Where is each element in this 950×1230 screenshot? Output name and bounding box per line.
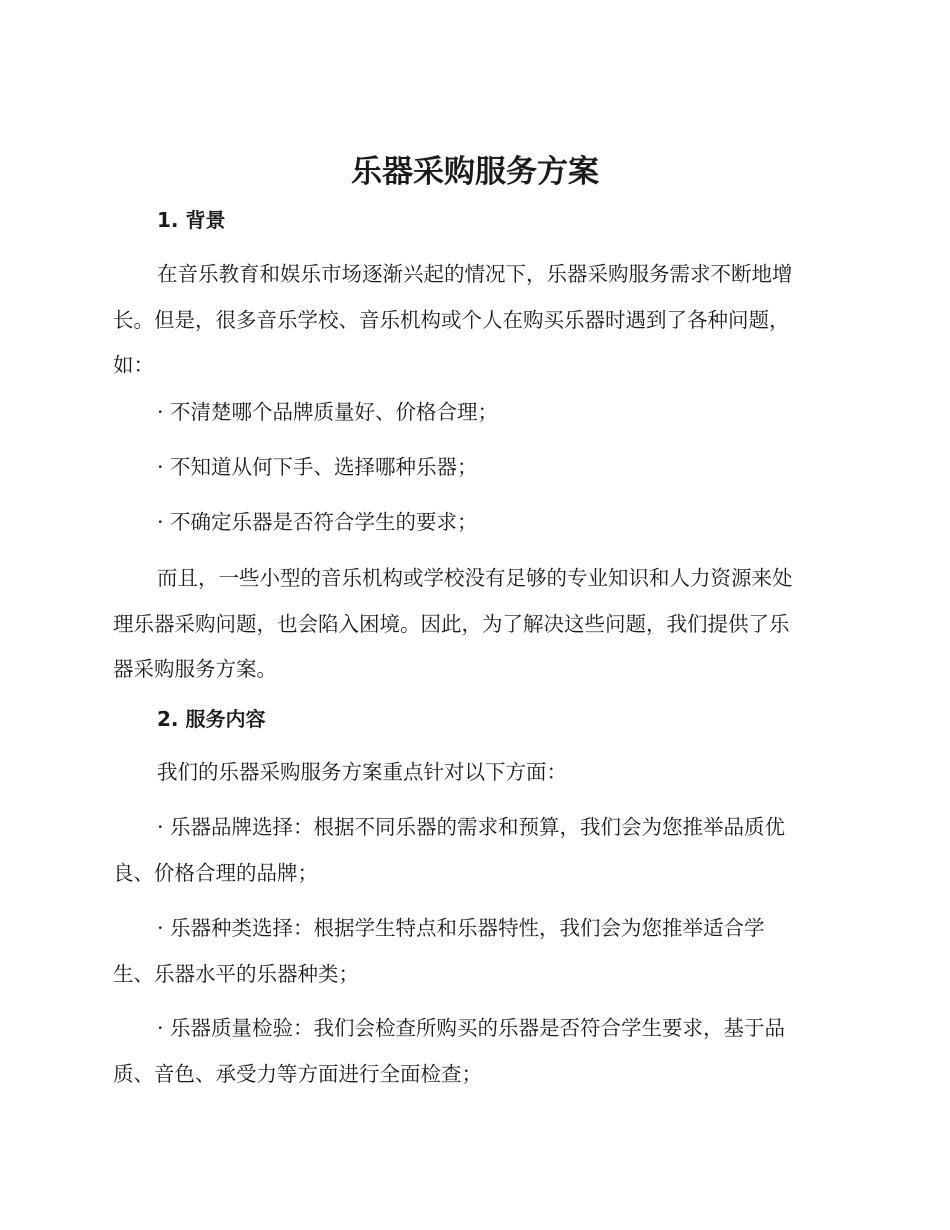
paragraph-line: · 乐器质量检验：我们会检查所购买的乐器是否符合学生要求，基于品 bbox=[157, 1016, 786, 1040]
paragraph-line: · 乐器种类选择：根据学生特点和乐器特性，我们会为您推举适合学 bbox=[157, 916, 765, 940]
service-item-brand bbox=[113, 805, 838, 896]
paragraph-line: 长。但是，很多音乐学校、音乐机构或个人在购买乐器时遇到了各种问题， bbox=[113, 307, 790, 332]
service-item-quality bbox=[113, 1006, 838, 1097]
section-heading-background: 1. 背景 bbox=[157, 208, 226, 232]
paragraph-line: 理乐器采购问题，也会陷入困境。因此，为了解决这些问题，我们提供了乐 bbox=[113, 611, 790, 636]
service-item-type bbox=[113, 906, 838, 997]
bullet-item: · 不知道从何下手、选择哪种乐器； bbox=[157, 455, 478, 479]
paragraph-line: 质、音色、承受力等方面进行全面检查； bbox=[113, 1061, 482, 1086]
paragraph-line: 器采购服务方案。 bbox=[113, 657, 277, 681]
paragraph-line: 在音乐教育和娱乐市场逐渐兴起的情况下，乐器采购服务需求不断地增 bbox=[157, 262, 793, 286]
paragraph-line: · 乐器品牌选择：根据不同乐器的需求和预算，我们会为您推举品质优 bbox=[157, 815, 786, 839]
paragraph-line: 良、价格合理的品牌； bbox=[113, 860, 318, 885]
paragraph-line: 如： bbox=[113, 353, 154, 377]
paragraph-line: 生、乐器水平的乐器种类； bbox=[113, 961, 359, 986]
background-intro-paragraph bbox=[113, 252, 838, 389]
paragraph-line: 而且，一些小型的音乐机构或学校没有足够的专业知识和人力资源来处 bbox=[157, 566, 793, 590]
service-intro-paragraph: 我们的乐器采购服务方案重点针对以下方面： bbox=[157, 760, 567, 784]
document-title: 乐器采购服务方案 bbox=[351, 154, 599, 190]
section-heading-service-content: 2. 服务内容 bbox=[157, 707, 266, 731]
bullet-item: · 不清楚哪个品牌质量好、价格合理； bbox=[157, 400, 499, 424]
background-closing-paragraph bbox=[113, 556, 838, 693]
bullet-item: · 不确定乐器是否符合学生的要求； bbox=[157, 510, 478, 534]
